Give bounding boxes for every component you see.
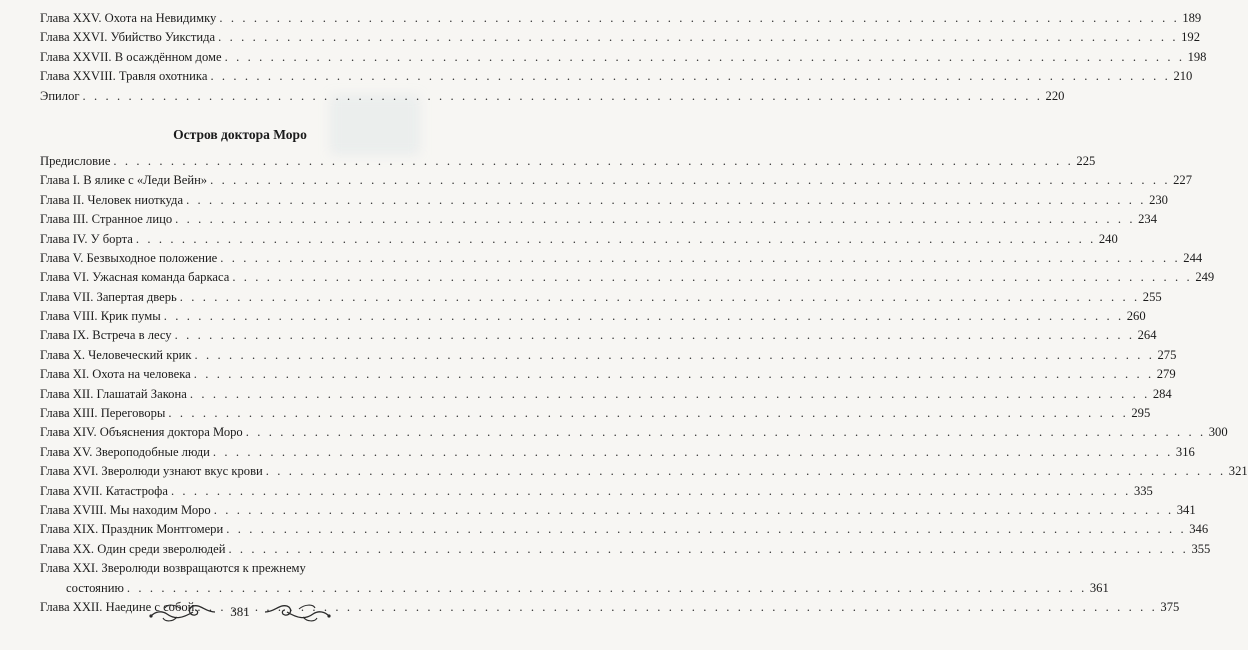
toc-entry-title: Предисловие	[40, 153, 111, 168]
toc-entry-page: 225	[1076, 153, 1096, 168]
toc-entry	[40, 326, 1157, 345]
toc-entry-page: 335	[1133, 483, 1153, 498]
toc-entry-page: 284	[1152, 386, 1172, 401]
toc-entry-title: Глава XV. Звероподобные люди	[40, 444, 210, 459]
toc-entry-page: 316	[1175, 444, 1195, 459]
toc-entry	[40, 152, 1096, 171]
toc-entry-title: Глава XXII. Наедине с собой	[40, 599, 195, 614]
toc-entry-title: Глава IX. Встреча в лесу	[40, 328, 172, 343]
toc-entry-page: 230	[1149, 192, 1168, 207]
toc-entry	[40, 462, 1248, 481]
toc-top-list	[40, 0, 1207, 106]
toc-entry-page: 249	[1195, 270, 1215, 285]
toc-entry	[40, 307, 1146, 326]
toc-entry-page: 244	[1183, 250, 1203, 265]
toc-entry-title: Глава XVIII. Мы находим Моро	[40, 502, 211, 517]
toc-entry-page: 361	[1089, 580, 1109, 595]
leader-dots	[175, 326, 1135, 345]
toc-entry-title: Глава XI. Охота на человека	[40, 367, 191, 382]
toc-entry-title: Глава XXVI. Убийство Уикстида	[40, 30, 216, 45]
toc-entry-page: 341	[1176, 502, 1196, 517]
toc-entry-title: Глава IV. У борта	[40, 231, 133, 246]
toc-entry-page: 264	[1137, 328, 1157, 343]
toc-entry-title-line2: состоянию	[66, 580, 124, 595]
toc-entry-page: 346	[1189, 522, 1209, 537]
toc-entry-title: Глава XXV. Охота на Невидимку	[40, 11, 217, 25]
leader-dots	[220, 249, 1180, 268]
toc-entry-title: Глава II. Человек ниоткуда	[40, 192, 184, 207]
toc-entry	[40, 443, 1195, 462]
toc-entry	[40, 520, 1209, 539]
toc-entry-title: Глава XIV. Объяснения доктора Моро	[40, 425, 243, 440]
toc-entry-page: 375	[1160, 599, 1180, 614]
toc-entry-page: 192	[1181, 30, 1200, 45]
toc-entry-page: 189	[1182, 11, 1202, 25]
toc-entry-title: Глава X. Человеческий крик	[40, 347, 192, 362]
leader-dots	[213, 443, 1173, 462]
toc-entry-page: 295	[1131, 406, 1151, 421]
toc-entry	[40, 9, 1202, 28]
toc-entry-title: Глава III. Странное лицо	[40, 212, 173, 227]
toc-entry	[40, 385, 1172, 404]
toc-entry-page: 279	[1156, 367, 1176, 382]
leader-dots	[246, 423, 1206, 442]
leader-dots	[210, 171, 1170, 190]
leader-dots	[186, 191, 1146, 210]
toc-entry-page: 355	[1191, 541, 1211, 556]
toc-entry-page: 210	[1173, 69, 1193, 84]
toc-entry	[40, 28, 1200, 47]
leader-dots	[136, 230, 1096, 249]
toc-entry-title-line1: Глава XXI. Зверолюди возвращаются к прежнему	[40, 561, 306, 576]
leader-dots	[168, 404, 1128, 423]
toc-page	[40, 0, 1248, 617]
toc-entry-two-line	[40, 559, 1109, 598]
toc-entry	[40, 191, 1168, 210]
toc-entry	[40, 268, 1215, 287]
toc-moreau-list	[40, 152, 1248, 617]
toc-entry-title: Глава XII. Глашатай Закона	[40, 386, 187, 401]
leader-dots	[225, 48, 1185, 67]
toc-entry-title: Глава XVII. Катастрофа	[40, 483, 168, 498]
leader-dots	[226, 520, 1186, 539]
toc-entry-page: 300	[1208, 425, 1228, 440]
page-number: 381	[230, 604, 250, 619]
leader-dots	[113, 152, 1073, 171]
leader-dots	[219, 9, 1179, 28]
toc-entry	[40, 171, 1192, 190]
toc-entry-page: 198	[1187, 49, 1207, 64]
toc-entry-title: Глава VI. Ужасная команда баркаса	[40, 270, 230, 285]
toc-entry-title: Глава XXVII. В осаждённом доме	[40, 49, 222, 64]
leader-dots	[214, 501, 1174, 520]
toc-entry-page: 321	[1228, 464, 1248, 479]
leader-dots	[228, 540, 1188, 559]
toc-entry	[40, 346, 1177, 365]
leader-dots	[210, 67, 1170, 86]
toc-entry	[40, 230, 1118, 249]
leader-dots	[218, 28, 1178, 47]
leader-dots	[190, 385, 1150, 404]
toc-entry-page: 275	[1157, 347, 1177, 362]
toc-entry	[40, 540, 1211, 559]
toc-entry-page: 227	[1173, 173, 1192, 188]
toc-entry-page: 260	[1126, 309, 1146, 324]
toc-entry-page: 240	[1098, 231, 1118, 246]
toc-entry-title: Глава XIX. Праздник Монтгомери	[40, 522, 224, 537]
toc-entry-title: Глава V. Безвыходное положение	[40, 250, 218, 265]
leader-dots	[194, 346, 1154, 365]
toc-entry-page: 234	[1138, 212, 1158, 227]
toc-entry-title: Глава XIII. Переговоры	[40, 406, 166, 421]
toc-entry-continuation	[40, 579, 1109, 598]
toc-entry	[40, 365, 1176, 384]
leader-dots	[194, 365, 1154, 384]
toc-entry	[40, 210, 1158, 229]
toc-entry	[40, 48, 1207, 67]
toc-entry-title: Глава XX. Один среди зверолюдей	[40, 541, 226, 556]
leader-dots	[164, 307, 1124, 326]
leader-dots	[127, 579, 1087, 598]
ornament-right-icon	[263, 600, 333, 624]
toc-entry-title: Глава VII. Запертая дверь	[40, 289, 177, 304]
toc-entry	[40, 501, 1196, 520]
toc-entry	[40, 288, 1162, 307]
toc-entry	[40, 67, 1193, 86]
toc-entry	[40, 482, 1153, 501]
toc-entry-title: Эпилог	[40, 88, 80, 103]
toc-entry	[40, 249, 1203, 268]
toc-entry-title: Глава XVI. Зверолюди узнают вкус крови	[40, 464, 263, 479]
toc-entry-page: 255	[1142, 289, 1162, 304]
leader-dots	[171, 482, 1131, 501]
leader-dots	[83, 87, 1043, 106]
toc-entry	[40, 87, 1065, 106]
page-folio	[0, 600, 480, 624]
leader-dots	[266, 462, 1226, 481]
leader-dots	[232, 268, 1192, 287]
section-title: Остров доктора Моро	[173, 126, 307, 142]
leader-dots	[180, 288, 1140, 307]
toc-entry-title: Глава I. В ялике с «Леди Вейн»	[40, 173, 208, 188]
ornament-left-icon	[147, 600, 217, 624]
toc-entry-title: Глава XXVIII. Травля охотника	[40, 69, 208, 84]
leader-dots	[175, 210, 1135, 229]
toc-entry-title: Глава VIII. Крик пумы	[40, 309, 161, 324]
toc-entry	[40, 423, 1228, 442]
toc-entry-page: 220	[1045, 88, 1065, 103]
toc-entry	[40, 404, 1151, 423]
